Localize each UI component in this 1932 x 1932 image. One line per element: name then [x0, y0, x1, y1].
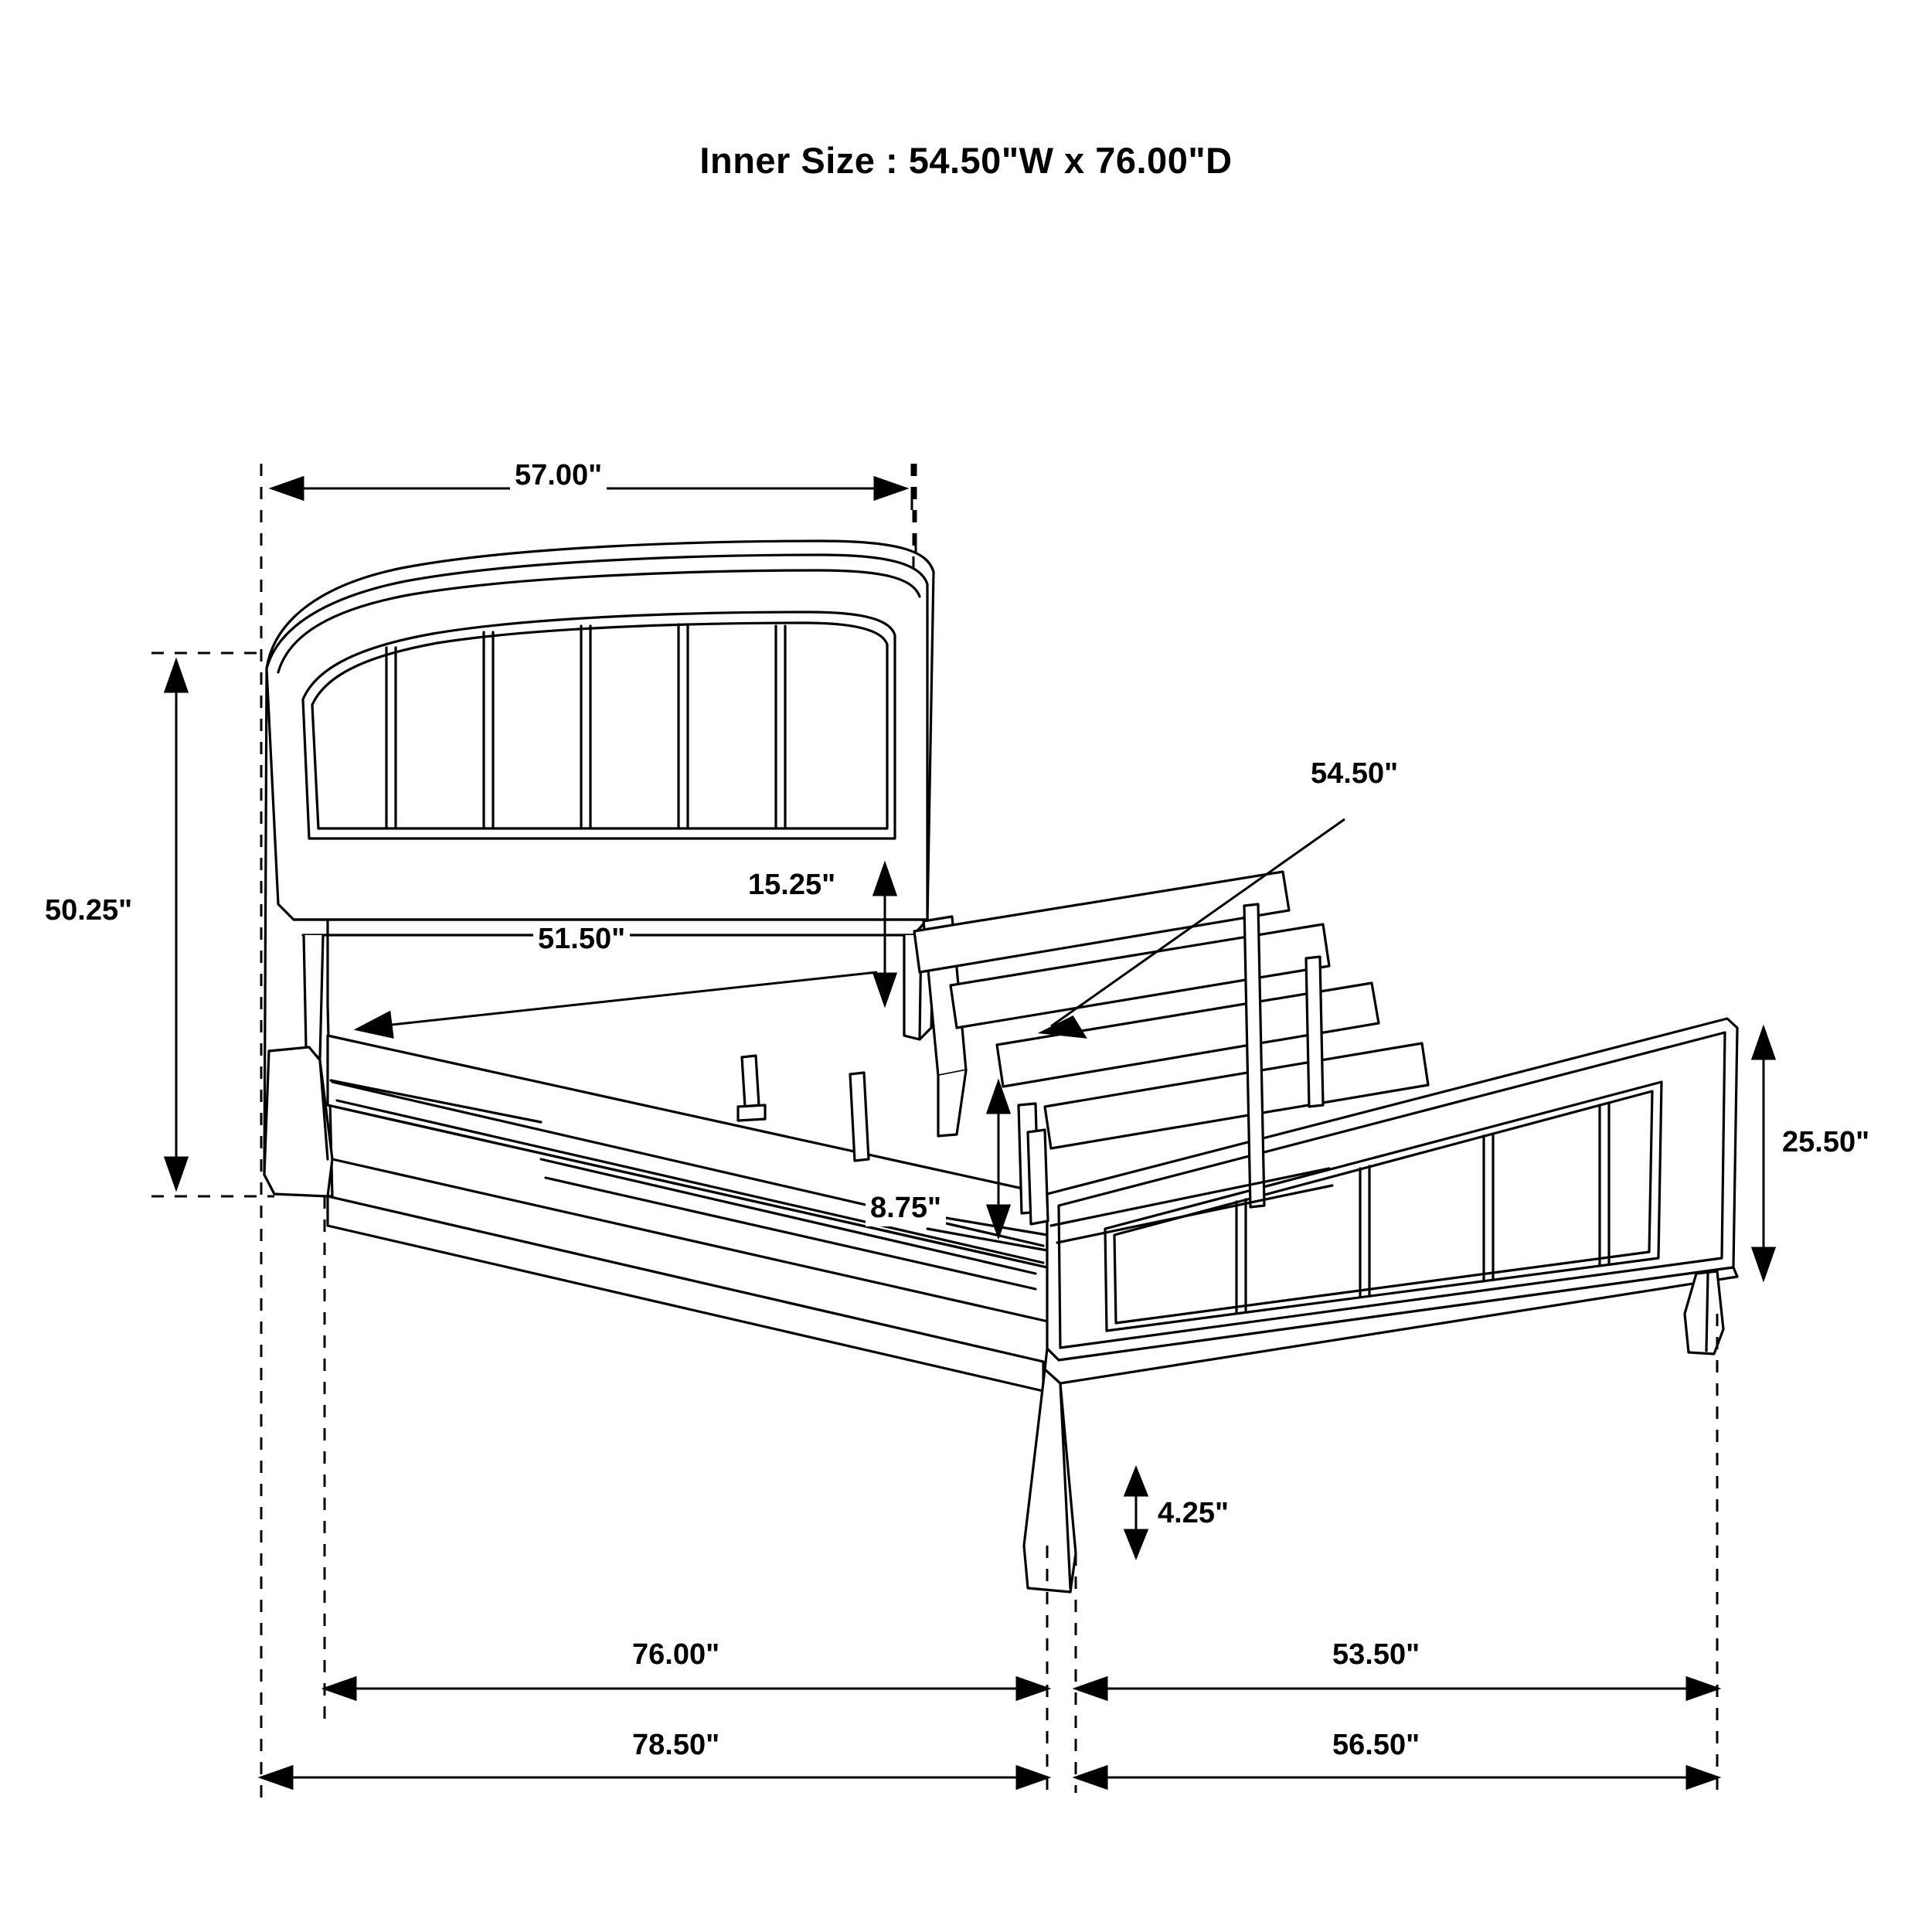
- dimension-label-footboard-height: 25.50": [1777, 1124, 1874, 1161]
- dimension-label-footboard-width: 53.50": [1328, 1637, 1424, 1673]
- dimension-label-overall-width-top: 57.00": [510, 457, 607, 494]
- dimension-label-headboard-height: 50.25": [40, 893, 137, 929]
- dimension-label-deck-height: 8.75": [866, 1190, 946, 1226]
- dimension-label-overall-footboard-width: 56.50": [1328, 1727, 1424, 1764]
- dimension-label-inner-length: 76.00": [628, 1637, 724, 1673]
- dimension-label-headboard-panel-height: 15.25": [743, 867, 840, 903]
- dimension-label-leg-height: 4.25": [1153, 1495, 1233, 1532]
- dimension-label-inner-rail-width: 51.50": [533, 921, 630, 957]
- dimension-label-slat-span: 54.50": [1306, 756, 1403, 792]
- page-title: Inner Size : 54.50"W x 76.00"D: [699, 140, 1233, 181]
- dimension-label-overall-length: 78.50": [628, 1727, 724, 1764]
